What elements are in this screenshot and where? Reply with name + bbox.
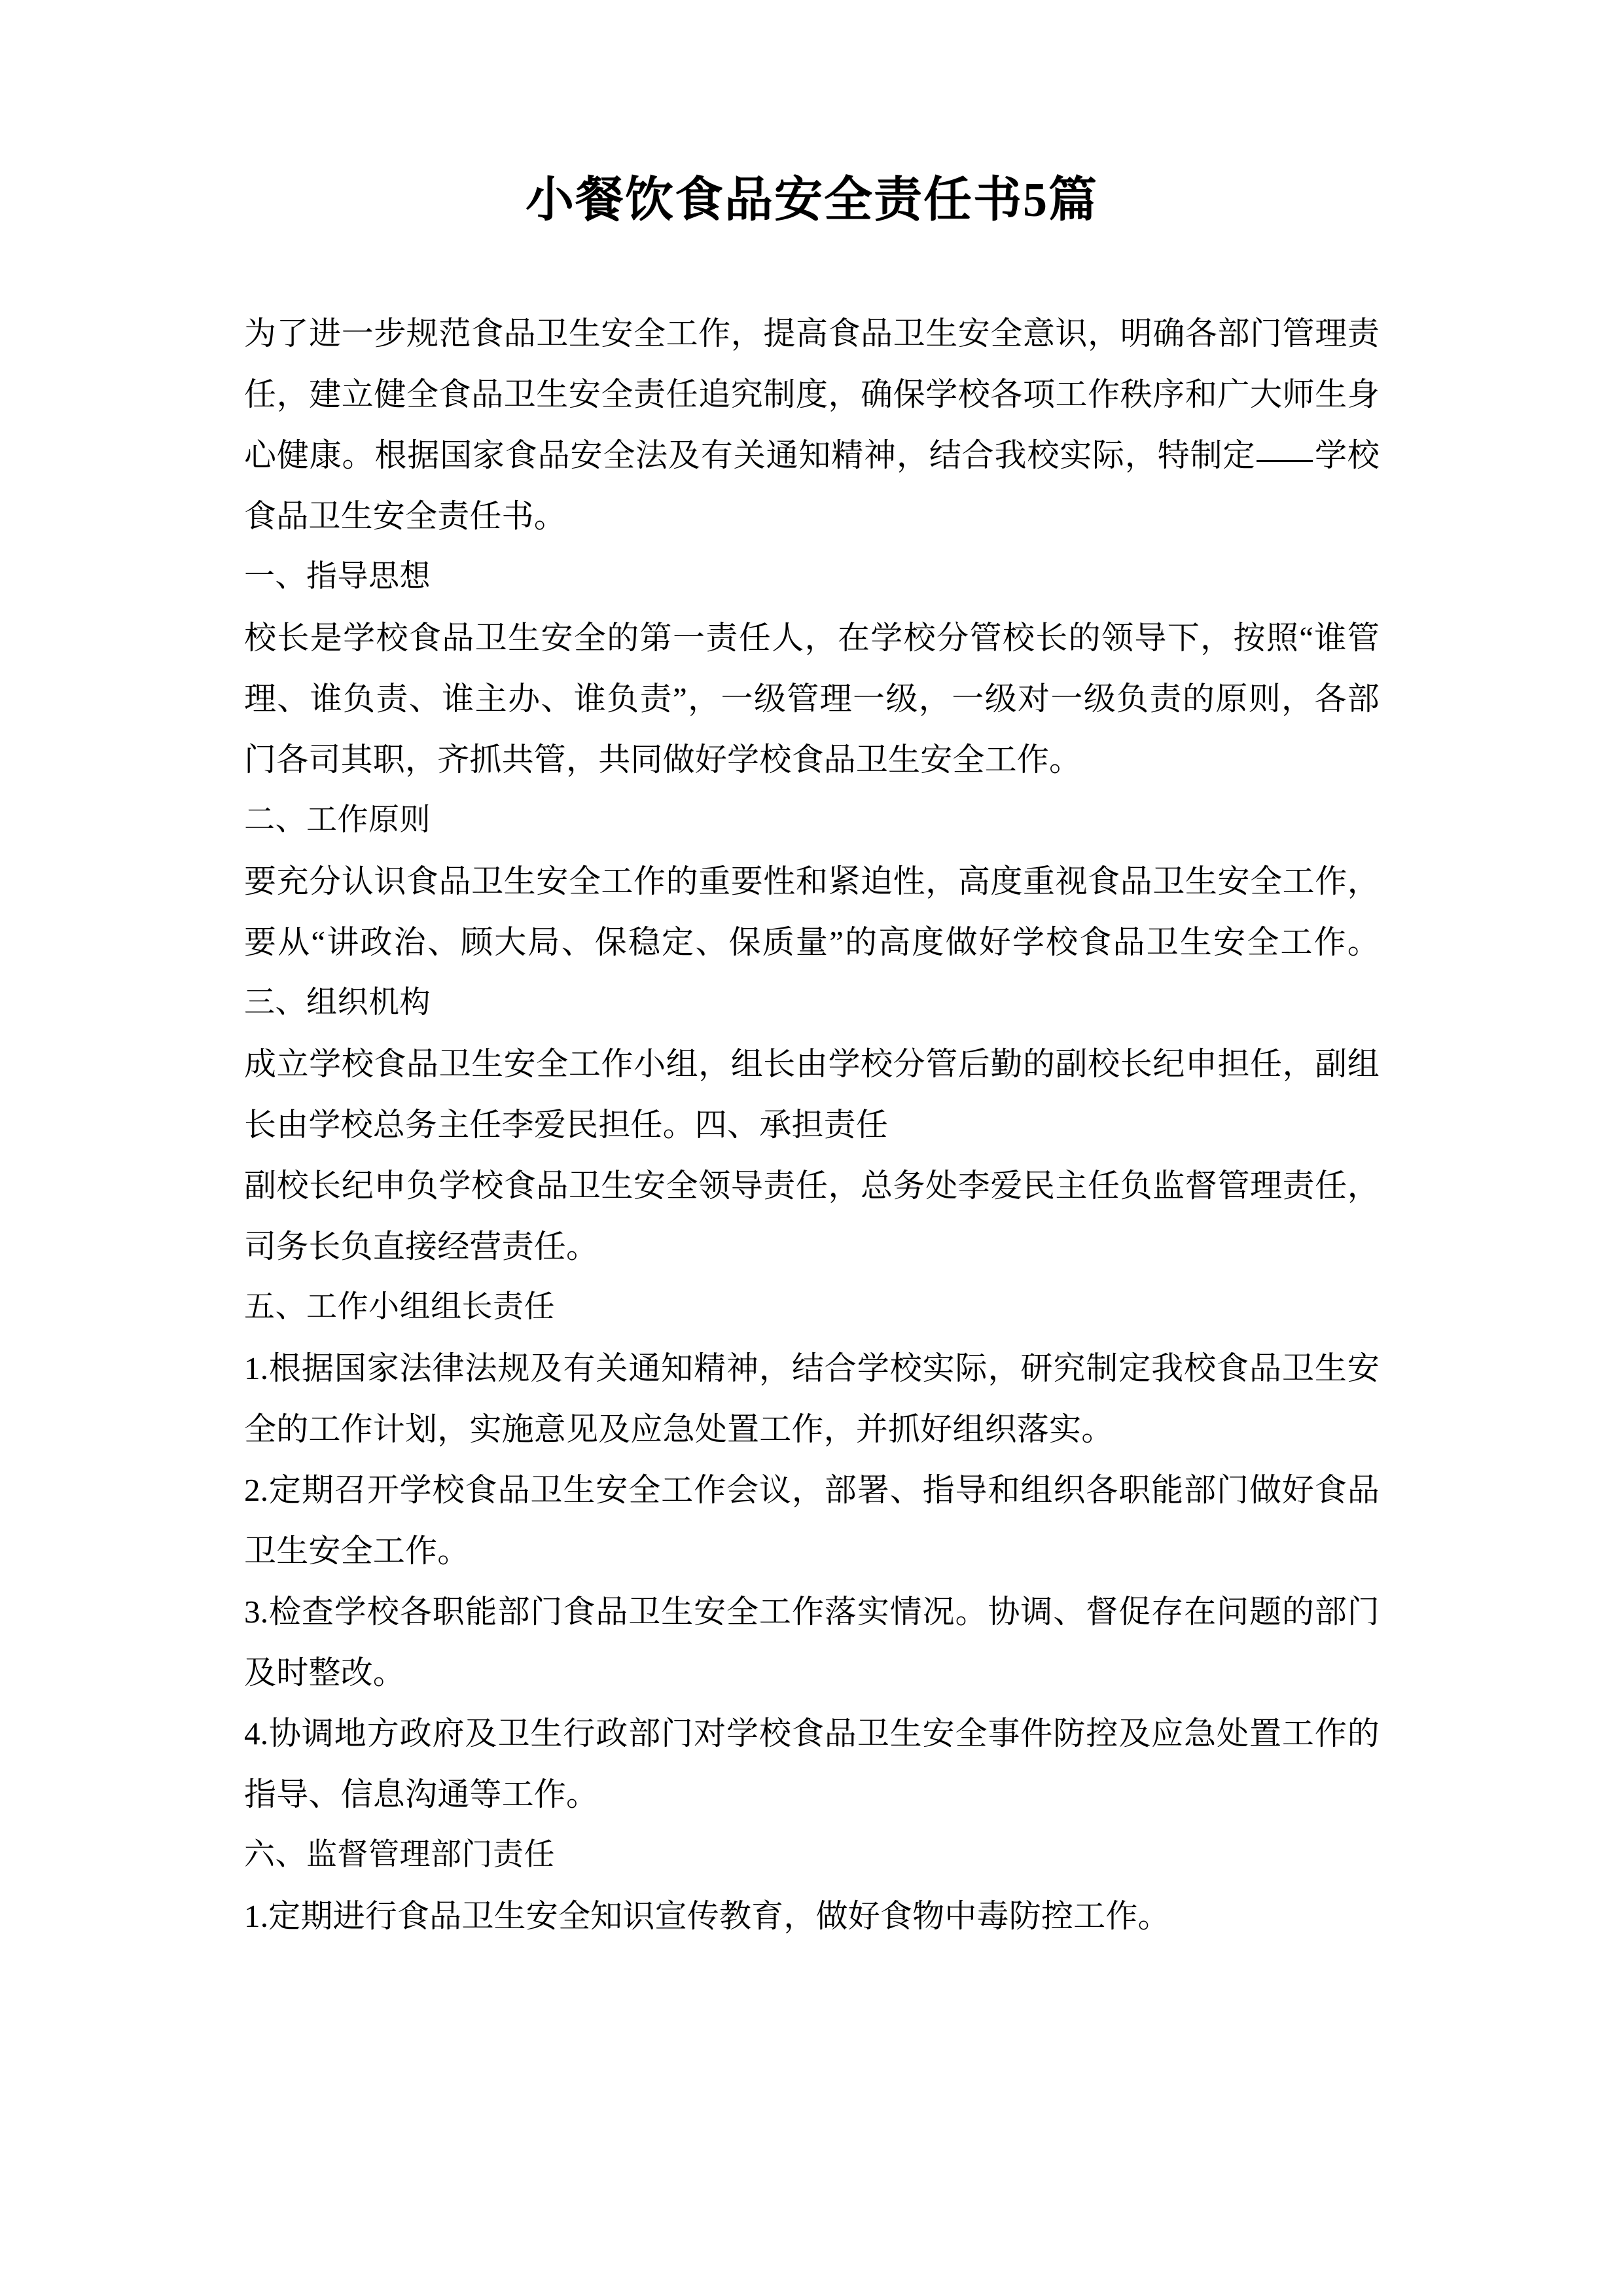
document-content [244, 0, 1380, 1946]
section-6-item-1: 1.定期进行食品卫生安全知识宣传教育，做好食物中毒防控工作。 [244, 1897, 1170, 1934]
section-heading-6: 六、监督管理部门责任 [244, 1837, 555, 1872]
fill-in-blank [1257, 460, 1313, 462]
section-3-paragraph: 成立学校食品卫生安全工作小组，组长由学校分管后勤的副校长纪申担任，副组长由学校总务主任李爱民担任。四、承担责任 [244, 1045, 1380, 1143]
section-5-item-3: 3.检查学校各职能部门食品卫生安全工作落实情况。协调、督促存在问题的部门及时整改。 [244, 1593, 1380, 1691]
intro-paragraph [244, 303, 1380, 547]
section-heading-5: 五、工作小组组长责任 [244, 1289, 555, 1324]
section-5-item-2: 2.定期召开学校食品卫生安全工作会议，部署、指导和组织各职能部门做好食品卫生安全工作。 [244, 1471, 1380, 1569]
section-2-paragraph: 要充分认识食品卫生安全工作的重要性和紧迫性，高度重视食品卫生安全工作，要从“讲政治、顾大局、保稳定、保质量”的高度做好学校食品卫生安全工作。 [244, 863, 1380, 960]
section-5-item-4: 4.协调地方政府及卫生行政部门对学校食品卫生安全事件防控及应急处置工作的指导、信息沟通等工作。 [244, 1715, 1380, 1812]
section-1-paragraph: 校长是学校食品卫生安全的第一责任人，在学校分管校长的领导下，按照“谁管理、谁负责、谁主办、谁负责”，一级管理一级，一级对一级负责的原则，各部门各司其职，齐抓共管，共同做好学校食品卫生安全工作。 [244, 619, 1380, 778]
intro-text-before-blank: 为了进一步规范食品卫生安全工作，提高食品卫生安全意识，明确各部门管理责任，建立健全食品卫生安全责任追究制度，确保学校各项工作秩序和广大师生身心健康。根据国家食品安全法及有关通知精神，结合我校实际，特制定 [244, 315, 1380, 473]
section-4-paragraph: 副校长纪申负学校食品卫生安全领导责任，总务处李爱民主任负监督管理责任，司务长负直接经营责任。 [244, 1167, 1380, 1265]
section-heading-3: 三、组织机构 [244, 985, 431, 1020]
section-heading-1: 一、指导思想 [244, 559, 431, 594]
section-5-item-1: 1.根据国家法律法规及有关通知精神，结合学校实际，研究制定我校食品卫生安全的工作计划，实施意见及应急处置工作，并抓好组织落实。 [244, 1350, 1380, 1447]
intro-text-after-blank: 学校食品卫生安全责任书。 [244, 437, 1380, 534]
page-title: 小餐饮食品安全责任书5篇 [526, 173, 1098, 227]
document-body [244, 303, 1380, 1946]
section-heading-2: 二、工作原则 [244, 802, 431, 837]
